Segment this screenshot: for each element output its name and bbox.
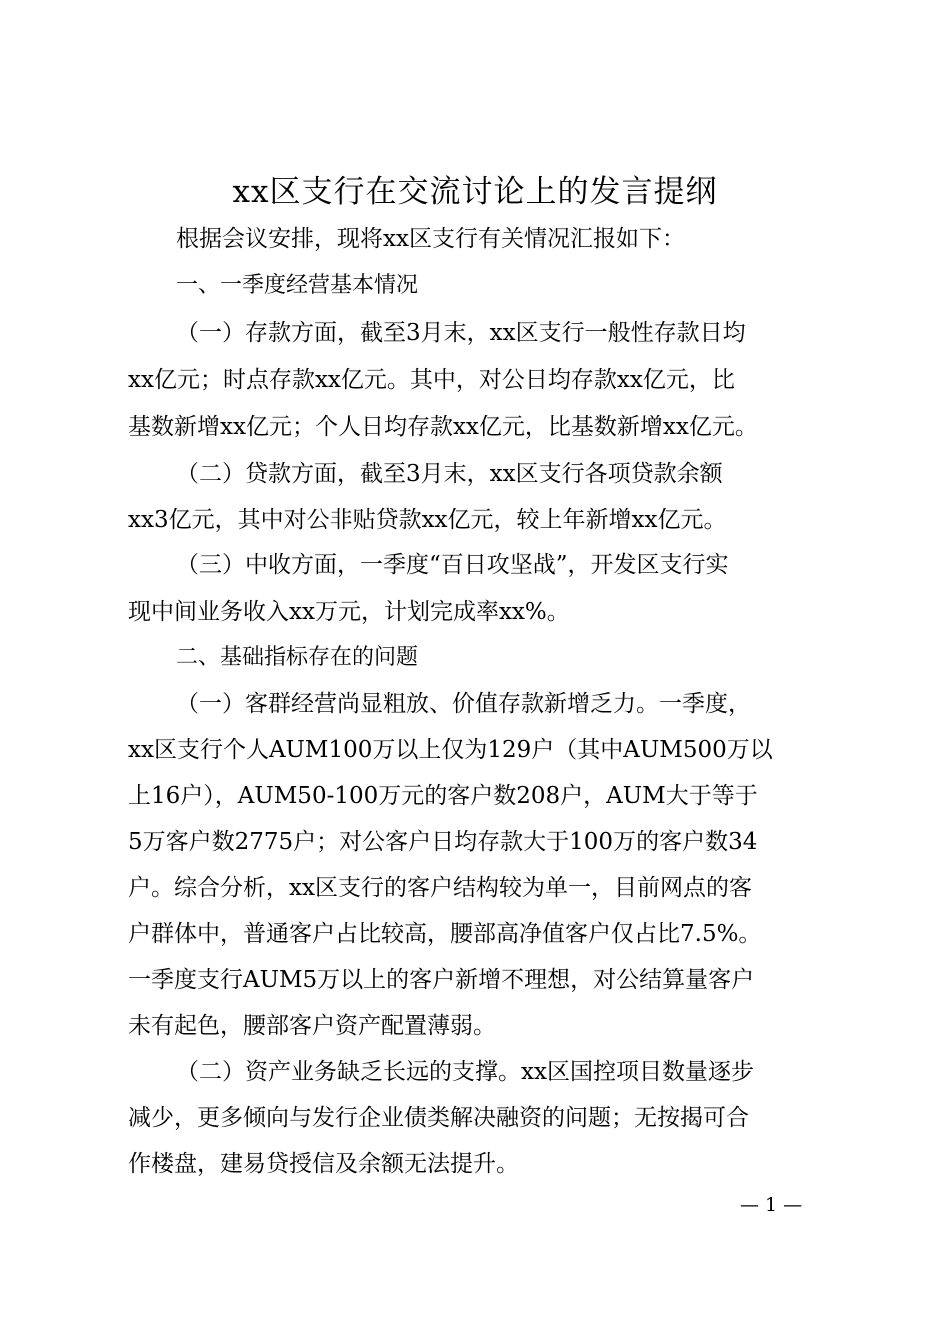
deposit-paragraph-line-1: （一）存款方面，截至3月末，xx区支行一般性存款日均 — [176, 320, 746, 346]
customer-paragraph-line-8: 未有起色，腰部客户资产配置薄弱。 — [128, 1013, 496, 1039]
intro-paragraph-line-1: 根据会议安排，现将xx区支行有关情况汇报如下： — [176, 226, 685, 252]
loan-paragraph-line-1: （二）贷款方面，截至3月末，xx区支行各项贷款余额 — [176, 461, 723, 487]
loan-paragraph-line-2: xx3亿元，其中对公非贴贷款xx亿元，较上年新增xx亿元。 — [128, 507, 727, 533]
section-heading-1: 一、一季度经营基本情况 — [176, 273, 419, 298]
fee-income-paragraph-line-1: （三）中收方面，一季度“百日攻坚战”，开发区支行实 — [176, 552, 729, 578]
customer-paragraph-line-7: 一季度支行AUM5万以上的客户新增不理想，对公结算量客户 — [128, 967, 755, 993]
customer-paragraph-line-1: （一）客群经营尚显粗放、价值存款新增乏力。一季度， — [176, 691, 751, 717]
asset-paragraph-line-3: 作楼盘，建易贷授信及余额无法提升。 — [128, 1151, 519, 1177]
document-title: xx区支行在交流讨论上的发言提纲 — [232, 174, 718, 210]
customer-paragraph-line-2: xx区支行个人AUM100万以上仅为129户（其中AUM500万以 — [128, 737, 773, 763]
customer-paragraph-line-6: 户群体中，普通客户占比较高，腰部高净值客户仅占比7.5%。 — [128, 921, 762, 947]
deposit-paragraph-line-2: xx亿元；时点存款xx亿元。其中，对公日均存款xx亿元，比 — [128, 367, 735, 393]
section-heading-2: 二、基础指标存在的问题 — [176, 645, 419, 670]
customer-paragraph-line-5: 户。综合分析，xx区支行的客户结构较为单一，目前网点的客 — [128, 875, 752, 901]
customer-paragraph-line-4: 5万客户数2775户；对公客户日均存款大于100万的客户数34 — [128, 829, 758, 855]
fee-income-paragraph-line-2: 现中间业务收入xx万元，计划完成率xx%。 — [128, 599, 570, 625]
page-number: — 1 — — [740, 1194, 803, 1216]
asset-paragraph-line-2: 减少，更多倾向与发行企业债类解决融资的问题；无按揭可合 — [128, 1105, 749, 1131]
deposit-paragraph-line-3: 基数新增xx亿元；个人日均存款xx亿元，比基数新增xx亿元。 — [128, 414, 758, 440]
asset-paragraph-line-1: （二）资产业务缺乏长远的支撑。xx区国控项目数量逐步 — [176, 1059, 754, 1085]
customer-paragraph-line-3: 上16户），AUM50-100万元的客户数208户，AUM大于等于 — [128, 783, 758, 809]
